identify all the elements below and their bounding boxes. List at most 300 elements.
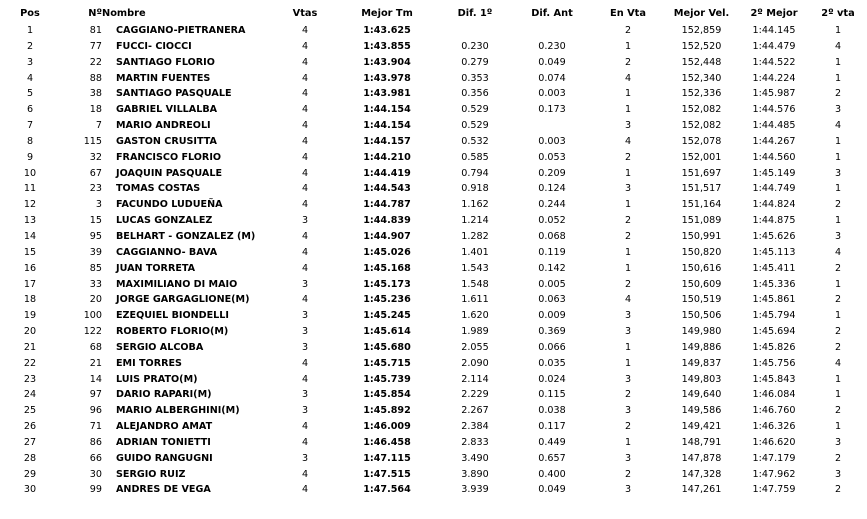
col-second-best-cell: 1:44.522 bbox=[752, 56, 796, 68]
col-best-time-cell: 1:45.739 bbox=[363, 373, 411, 385]
col-gap-prev-cell: 0.035 bbox=[538, 357, 566, 369]
col-gap-first-cell: 2.267 bbox=[461, 405, 489, 417]
col-on-lap-cell: 3 bbox=[624, 484, 632, 496]
col-name-cell: FACUNDO LUDUEÑA bbox=[116, 199, 223, 211]
header-col-on-lap: En Vta bbox=[610, 8, 646, 19]
col-laps-cell: 4 bbox=[301, 88, 309, 100]
table-row bbox=[0, 102, 867, 118]
col-on-lap-cell: 1 bbox=[624, 436, 632, 448]
col-on-lap-cell: 4 bbox=[624, 294, 632, 306]
col-pos-cell: 21 bbox=[23, 341, 37, 353]
col-gap-prev-cell: 0.124 bbox=[538, 183, 566, 195]
col-laps-cell: 3 bbox=[301, 215, 309, 227]
col-number-cell: 20 bbox=[89, 294, 102, 306]
col-on-lap-cell: 1 bbox=[624, 246, 632, 258]
table-row bbox=[0, 71, 867, 87]
col-laps-cell: 4 bbox=[301, 120, 309, 132]
col-name-cell: EMI TORRES bbox=[116, 357, 182, 369]
col-best-speed-cell: 152,001 bbox=[681, 151, 722, 163]
col-name-cell: SANTIAGO FLORIO bbox=[116, 56, 215, 68]
col-pos-cell: 18 bbox=[23, 294, 37, 306]
col-gap-prev-cell: 0.074 bbox=[538, 72, 566, 84]
col-best-time-cell: 1:45.026 bbox=[363, 246, 411, 258]
col-number-cell: 122 bbox=[83, 326, 102, 338]
col-best-time-cell: 1:44.907 bbox=[363, 230, 411, 242]
col-laps-cell: 4 bbox=[301, 262, 309, 274]
col-pos-cell: 1 bbox=[26, 25, 34, 36]
col-laps-cell: 4 bbox=[301, 56, 309, 68]
col-best-time-cell: 1:45.614 bbox=[363, 326, 411, 338]
col-gap-prev-cell: 0.115 bbox=[538, 389, 566, 401]
col-second-lap-cell: 1 bbox=[834, 151, 842, 163]
col-gap-first-cell: 0.279 bbox=[461, 56, 489, 68]
col-best-speed-cell: 152,082 bbox=[681, 120, 722, 132]
col-second-lap-cell: 3 bbox=[834, 468, 842, 480]
col-best-time-cell: 1:44.157 bbox=[363, 135, 411, 147]
col-name-cell: GUIDO RANGUGNI bbox=[116, 452, 213, 464]
col-second-lap-cell: 1 bbox=[834, 72, 842, 84]
table-row bbox=[0, 197, 867, 213]
col-laps-cell: 4 bbox=[301, 25, 309, 36]
col-best-time-cell: 1:43.855 bbox=[363, 40, 411, 52]
col-second-best-cell: 1:44.824 bbox=[752, 199, 796, 211]
col-second-lap-cell: 1 bbox=[834, 135, 842, 147]
col-best-speed-cell: 151,697 bbox=[681, 167, 722, 179]
col-name-cell: LUCAS GONZALEZ bbox=[116, 215, 213, 227]
header-col-laps: Vtas bbox=[292, 8, 318, 19]
table-row bbox=[0, 150, 867, 166]
col-second-best-cell: 1:45.826 bbox=[752, 341, 796, 353]
col-gap-prev-cell: 0.003 bbox=[538, 88, 566, 100]
col-laps-cell: 4 bbox=[301, 421, 309, 433]
col-gap-first-cell: 1.548 bbox=[461, 278, 489, 290]
col-best-speed-cell: 149,421 bbox=[681, 421, 722, 433]
col-name-cell: LUIS PRATO(M) bbox=[116, 373, 198, 385]
table-row bbox=[0, 482, 867, 498]
col-best-time-cell: 1:44.154 bbox=[363, 120, 411, 132]
col-gap-first-cell: 2.833 bbox=[461, 436, 489, 448]
col-best-time-cell: 1:43.625 bbox=[363, 25, 411, 36]
col-second-lap-cell: 1 bbox=[834, 56, 842, 68]
col-gap-first-cell: 0.532 bbox=[461, 135, 489, 147]
col-pos-cell: 30 bbox=[23, 484, 37, 496]
col-gap-first-cell: 0.356 bbox=[461, 88, 489, 100]
header-col-name: Nombre bbox=[102, 8, 146, 19]
col-best-time-cell: 1:45.173 bbox=[363, 278, 411, 290]
col-gap-first-cell: 1.162 bbox=[461, 199, 489, 211]
col-laps-cell: 4 bbox=[301, 294, 309, 306]
col-gap-prev-cell: 0.063 bbox=[538, 294, 566, 306]
col-name-cell: MARTIN FUENTES bbox=[116, 72, 211, 84]
table-row bbox=[0, 277, 867, 293]
col-number-cell: 66 bbox=[89, 452, 102, 464]
col-gap-first-cell: 1.989 bbox=[461, 326, 489, 338]
col-name-cell: SERGIO RUIZ bbox=[116, 468, 186, 480]
col-pos-cell: 27 bbox=[23, 436, 37, 448]
table-row bbox=[0, 23, 867, 39]
col-best-time-cell: 1:43.978 bbox=[363, 72, 411, 84]
col-number-cell: 21 bbox=[89, 357, 102, 369]
table-row bbox=[0, 118, 867, 134]
col-best-speed-cell: 151,517 bbox=[681, 183, 722, 195]
col-best-time-cell: 1:45.715 bbox=[363, 357, 411, 369]
col-best-speed-cell: 152,520 bbox=[681, 40, 722, 52]
col-second-lap-cell: 3 bbox=[834, 104, 842, 116]
col-laps-cell: 4 bbox=[301, 468, 309, 480]
col-name-cell: CAGGIANO-PIETRANERA bbox=[116, 25, 246, 36]
col-on-lap-cell: 2 bbox=[624, 151, 632, 163]
col-on-lap-cell: 1 bbox=[624, 88, 632, 100]
col-second-lap-cell: 4 bbox=[834, 40, 842, 52]
col-on-lap-cell: 2 bbox=[624, 25, 632, 36]
col-second-lap-cell: 2 bbox=[834, 405, 842, 417]
col-second-best-cell: 1:44.560 bbox=[752, 151, 796, 163]
col-number-cell: 14 bbox=[89, 373, 102, 385]
col-best-speed-cell: 149,980 bbox=[681, 326, 722, 338]
col-number-cell: 23 bbox=[89, 183, 102, 195]
col-gap-prev-cell: 0.053 bbox=[538, 151, 566, 163]
col-best-time-cell: 1:46.009 bbox=[363, 421, 411, 433]
col-best-speed-cell: 152,448 bbox=[681, 56, 722, 68]
col-number-cell: 68 bbox=[89, 341, 102, 353]
col-best-time-cell: 1:47.515 bbox=[363, 468, 411, 480]
col-gap-prev-cell: 0.009 bbox=[538, 310, 566, 322]
col-best-time-cell: 1:44.787 bbox=[363, 199, 411, 211]
col-best-speed-cell: 150,991 bbox=[681, 230, 722, 242]
col-second-lap-cell: 2 bbox=[834, 484, 842, 496]
col-second-lap-cell: 1 bbox=[834, 215, 842, 227]
col-gap-prev-cell: 0.005 bbox=[538, 278, 566, 290]
table-row bbox=[0, 308, 867, 324]
col-second-best-cell: 1:45.756 bbox=[752, 357, 796, 369]
col-gap-prev-cell: 0.209 bbox=[538, 167, 566, 179]
col-gap-first-cell: 0.529 bbox=[461, 104, 489, 116]
col-on-lap-cell: 3 bbox=[624, 373, 632, 385]
col-laps-cell: 3 bbox=[301, 310, 309, 322]
col-best-time-cell: 1:44.419 bbox=[363, 167, 411, 179]
col-best-speed-cell: 152,078 bbox=[681, 135, 722, 147]
table-row bbox=[0, 39, 867, 55]
col-on-lap-cell: 3 bbox=[624, 183, 632, 195]
col-second-lap-cell: 4 bbox=[834, 246, 842, 258]
col-gap-first-cell: 0.529 bbox=[461, 120, 489, 132]
col-on-lap-cell: 3 bbox=[624, 120, 632, 132]
col-pos-cell: 13 bbox=[23, 215, 37, 227]
col-best-speed-cell: 152,082 bbox=[681, 104, 722, 116]
col-pos-cell: 16 bbox=[23, 262, 37, 274]
col-name-cell: FUCCI- CIOCCI bbox=[116, 40, 192, 52]
col-gap-prev-cell: 0.038 bbox=[538, 405, 566, 417]
col-laps-cell: 4 bbox=[301, 104, 309, 116]
col-number-cell: 30 bbox=[89, 468, 102, 480]
col-number-cell: 77 bbox=[89, 40, 102, 52]
col-gap-first-cell: 1.401 bbox=[461, 246, 489, 258]
col-pos-cell: 17 bbox=[23, 278, 37, 290]
col-laps-cell: 4 bbox=[301, 183, 309, 195]
col-on-lap-cell: 3 bbox=[624, 405, 632, 417]
col-best-speed-cell: 149,803 bbox=[681, 373, 722, 385]
header-row bbox=[0, 5, 867, 23]
col-number-cell: 15 bbox=[89, 215, 102, 227]
col-best-speed-cell: 147,328 bbox=[681, 468, 722, 480]
table-row bbox=[0, 86, 867, 102]
col-name-cell: ADRIAN TONIETTI bbox=[116, 436, 211, 448]
table-row bbox=[0, 324, 867, 340]
col-best-time-cell: 1:47.115 bbox=[363, 452, 411, 464]
col-gap-first-cell: 2.114 bbox=[461, 373, 489, 385]
table-row bbox=[0, 245, 867, 261]
col-second-lap-cell: 1 bbox=[834, 421, 842, 433]
col-pos-cell: 24 bbox=[23, 389, 37, 401]
col-second-best-cell: 1:46.620 bbox=[752, 436, 796, 448]
col-best-speed-cell: 150,519 bbox=[681, 294, 722, 306]
col-on-lap-cell: 1 bbox=[624, 104, 632, 116]
col-laps-cell: 4 bbox=[301, 484, 309, 496]
col-pos-cell: 7 bbox=[26, 120, 34, 132]
col-on-lap-cell: 4 bbox=[624, 135, 632, 147]
col-best-time-cell: 1:44.543 bbox=[363, 183, 411, 195]
table-row bbox=[0, 356, 867, 372]
col-pos-cell: 25 bbox=[23, 405, 37, 417]
col-gap-prev-cell: 0.117 bbox=[538, 421, 566, 433]
col-gap-first-cell: 1.611 bbox=[461, 294, 489, 306]
col-laps-cell: 4 bbox=[301, 230, 309, 242]
col-gap-prev-cell: 0.049 bbox=[538, 56, 566, 68]
header-col-second-best: 2º Mejor bbox=[750, 8, 798, 19]
col-laps-cell: 3 bbox=[301, 341, 309, 353]
col-laps-cell: 4 bbox=[301, 151, 309, 163]
table-row bbox=[0, 387, 867, 403]
col-pos-cell: 5 bbox=[26, 88, 34, 100]
col-on-lap-cell: 1 bbox=[624, 341, 632, 353]
col-gap-first-cell: 3.490 bbox=[461, 452, 489, 464]
col-second-best-cell: 1:45.987 bbox=[752, 88, 796, 100]
col-best-speed-cell: 149,837 bbox=[681, 357, 722, 369]
col-best-time-cell: 1:45.245 bbox=[363, 310, 411, 322]
col-second-best-cell: 1:44.576 bbox=[752, 104, 796, 116]
col-gap-prev-cell bbox=[512, 23, 592, 39]
col-number-cell: 86 bbox=[89, 436, 102, 448]
col-gap-first-cell: 3.890 bbox=[461, 468, 489, 480]
col-name-cell: ALEJANDRO AMAT bbox=[116, 421, 213, 433]
col-second-best-cell: 1:44.224 bbox=[752, 72, 796, 84]
col-second-best-cell: 1:44.267 bbox=[752, 135, 796, 147]
col-gap-first-cell: 1.282 bbox=[461, 230, 489, 242]
col-second-best-cell: 1:46.760 bbox=[752, 405, 796, 417]
col-pos-cell: 9 bbox=[26, 151, 34, 163]
col-on-lap-cell: 2 bbox=[624, 468, 632, 480]
col-on-lap-cell: 2 bbox=[624, 215, 632, 227]
col-gap-prev-cell: 0.400 bbox=[538, 468, 566, 480]
table-row bbox=[0, 213, 867, 229]
col-gap-prev-cell: 0.230 bbox=[538, 40, 566, 52]
col-best-speed-cell: 151,164 bbox=[681, 199, 722, 211]
col-pos-cell: 2 bbox=[26, 40, 34, 52]
col-on-lap-cell: 1 bbox=[624, 167, 632, 179]
col-laps-cell: 4 bbox=[301, 246, 309, 258]
col-gap-first-cell: 1.214 bbox=[461, 215, 489, 227]
col-second-best-cell: 1:45.626 bbox=[752, 230, 796, 242]
col-pos-cell: 28 bbox=[23, 452, 37, 464]
col-on-lap-cell: 1 bbox=[624, 40, 632, 52]
col-second-lap-cell: 1 bbox=[834, 183, 842, 195]
col-on-lap-cell: 1 bbox=[624, 357, 632, 369]
col-number-cell: 96 bbox=[89, 405, 102, 417]
col-number-cell: 95 bbox=[89, 230, 102, 242]
header-col-gap-first: Dif. 1º bbox=[457, 8, 493, 19]
col-second-best-cell: 1:44.875 bbox=[752, 215, 796, 227]
col-second-lap-cell: 2 bbox=[834, 341, 842, 353]
col-name-cell: BELHART - GONZALEZ (M) bbox=[116, 230, 256, 242]
col-on-lap-cell: 2 bbox=[624, 421, 632, 433]
col-pos-cell: 4 bbox=[26, 72, 34, 84]
col-gap-first-cell: 2.090 bbox=[461, 357, 489, 369]
col-gap-prev-cell: 0.024 bbox=[538, 373, 566, 385]
col-gap-prev-cell: 0.052 bbox=[538, 215, 566, 227]
col-gap-prev-cell: 0.244 bbox=[538, 199, 566, 211]
col-name-cell: EZEQUIEL BIONDELLI bbox=[116, 310, 229, 322]
col-number-cell: 7 bbox=[95, 120, 102, 132]
col-best-speed-cell: 152,336 bbox=[681, 88, 722, 100]
col-second-lap-cell: 2 bbox=[834, 294, 842, 306]
col-gap-prev-cell: 0.003 bbox=[538, 135, 566, 147]
results-table bbox=[0, 5, 867, 498]
col-second-best-cell: 1:45.694 bbox=[752, 326, 796, 338]
col-gap-first-cell: 3.939 bbox=[461, 484, 489, 496]
col-second-lap-cell: 2 bbox=[834, 199, 842, 211]
col-gap-first-cell bbox=[438, 23, 512, 39]
col-second-best-cell: 1:45.336 bbox=[752, 278, 796, 290]
col-number-cell: 22 bbox=[89, 56, 102, 68]
col-second-best-cell: 1:44.749 bbox=[752, 183, 796, 195]
col-best-time-cell: 1:47.564 bbox=[363, 484, 411, 496]
col-pos-cell: 29 bbox=[23, 468, 37, 480]
col-laps-cell: 4 bbox=[301, 373, 309, 385]
col-best-speed-cell: 150,506 bbox=[681, 310, 722, 322]
col-on-lap-cell: 2 bbox=[624, 56, 632, 68]
col-pos-cell: 10 bbox=[23, 167, 37, 179]
col-best-speed-cell: 152,859 bbox=[681, 25, 722, 36]
col-best-speed-cell: 147,261 bbox=[681, 484, 722, 496]
col-name-cell: ANDRES DE VEGA bbox=[116, 484, 211, 496]
col-second-best-cell: 1:44.485 bbox=[752, 120, 796, 132]
col-best-time-cell: 1:46.458 bbox=[363, 436, 411, 448]
col-number-cell: 18 bbox=[89, 104, 102, 116]
col-gap-prev-cell: 0.068 bbox=[538, 230, 566, 242]
col-gap-prev-cell: 0.119 bbox=[538, 246, 566, 258]
col-on-lap-cell: 1 bbox=[624, 262, 632, 274]
col-on-lap-cell: 1 bbox=[624, 199, 632, 211]
table-body bbox=[0, 23, 867, 498]
col-best-time-cell: 1:44.210 bbox=[363, 151, 411, 163]
col-second-lap-cell: 1 bbox=[834, 310, 842, 322]
col-second-best-cell: 1:47.759 bbox=[752, 484, 796, 496]
col-second-lap-cell: 3 bbox=[834, 436, 842, 448]
col-name-cell: TOMAS COSTAS bbox=[116, 183, 201, 195]
col-best-time-cell: 1:45.168 bbox=[363, 262, 411, 274]
col-pos-cell: 15 bbox=[23, 246, 37, 258]
col-gap-first-cell: 1.543 bbox=[461, 262, 489, 274]
table-row bbox=[0, 372, 867, 388]
table-row bbox=[0, 181, 867, 197]
col-gap-first-cell: 0.585 bbox=[461, 151, 489, 163]
table-row bbox=[0, 419, 867, 435]
col-second-lap-cell: 2 bbox=[834, 452, 842, 464]
col-number-cell: 81 bbox=[89, 25, 102, 36]
col-gap-first-cell: 0.353 bbox=[461, 72, 489, 84]
col-number-cell: 85 bbox=[89, 262, 102, 274]
col-gap-first-cell: 2.055 bbox=[461, 341, 489, 353]
col-second-lap-cell: 2 bbox=[834, 262, 842, 274]
col-name-cell: SERGIO ALCOBA bbox=[116, 341, 204, 353]
table-row bbox=[0, 451, 867, 467]
col-number-cell: 97 bbox=[89, 389, 102, 401]
col-best-time-cell: 1:45.236 bbox=[363, 294, 411, 306]
col-laps-cell: 4 bbox=[301, 72, 309, 84]
col-laps-cell: 4 bbox=[301, 135, 309, 147]
col-pos-cell: 6 bbox=[26, 104, 34, 116]
col-name-cell: ROBERTO FLORIO(M) bbox=[116, 326, 229, 338]
col-number-cell: 100 bbox=[83, 310, 102, 322]
col-on-lap-cell: 2 bbox=[624, 278, 632, 290]
col-number-cell: 67 bbox=[89, 167, 102, 179]
col-second-best-cell: 1:46.326 bbox=[752, 421, 796, 433]
col-number-cell: 33 bbox=[89, 278, 102, 290]
col-gap-prev-cell bbox=[512, 118, 592, 134]
col-laps-cell: 4 bbox=[301, 357, 309, 369]
col-name-cell: JOAQUIN PASQUALE bbox=[116, 167, 223, 179]
header-col-best-speed: Mejor Vel. bbox=[673, 8, 730, 19]
col-best-speed-cell: 149,886 bbox=[681, 341, 722, 353]
col-pos-cell: 8 bbox=[26, 135, 34, 147]
col-number-cell: 39 bbox=[89, 246, 102, 258]
header-col-second-lap: 2º vta bbox=[821, 8, 855, 19]
col-name-cell: CAGGIANNO- BAVA bbox=[116, 246, 218, 258]
col-second-lap-cell: 3 bbox=[834, 167, 842, 179]
col-gap-prev-cell: 0.049 bbox=[538, 484, 566, 496]
col-second-best-cell: 1:47.962 bbox=[752, 468, 796, 480]
col-second-lap-cell: 1 bbox=[834, 25, 842, 36]
col-second-best-cell: 1:45.113 bbox=[752, 246, 796, 258]
col-name-cell: DARIO RAPARI(M) bbox=[116, 389, 212, 401]
col-best-speed-cell: 150,616 bbox=[681, 262, 722, 274]
col-gap-first-cell: 0.918 bbox=[461, 183, 489, 195]
col-gap-prev-cell: 0.449 bbox=[538, 436, 566, 448]
col-on-lap-cell: 2 bbox=[624, 230, 632, 242]
col-gap-prev-cell: 0.173 bbox=[538, 104, 566, 116]
col-best-speed-cell: 149,586 bbox=[681, 405, 722, 417]
col-name-cell: GASTON CRUSITTA bbox=[116, 135, 217, 147]
col-gap-prev-cell: 0.369 bbox=[538, 326, 566, 338]
header-col-best-time: Mejor Tm bbox=[361, 8, 413, 19]
col-second-lap-cell: 1 bbox=[834, 278, 842, 290]
col-second-best-cell: 1:45.794 bbox=[752, 310, 796, 322]
col-second-best-cell: 1:45.861 bbox=[752, 294, 796, 306]
col-best-speed-cell: 149,640 bbox=[681, 389, 722, 401]
header-col-gap-prev: Dif. Ant bbox=[531, 8, 573, 19]
col-second-best-cell: 1:44.145 bbox=[752, 25, 796, 36]
col-gap-first-cell: 0.794 bbox=[461, 167, 489, 179]
col-name-cell: GABRIEL VILLALBA bbox=[116, 104, 218, 116]
col-second-best-cell: 1:45.149 bbox=[752, 167, 796, 179]
table-row bbox=[0, 261, 867, 277]
table-row bbox=[0, 467, 867, 483]
col-pos-cell: 26 bbox=[23, 421, 37, 433]
col-number-cell: 88 bbox=[89, 72, 102, 84]
col-best-time-cell: 1:44.839 bbox=[363, 215, 411, 227]
col-gap-prev-cell: 0.142 bbox=[538, 262, 566, 274]
col-laps-cell: 3 bbox=[301, 405, 309, 417]
